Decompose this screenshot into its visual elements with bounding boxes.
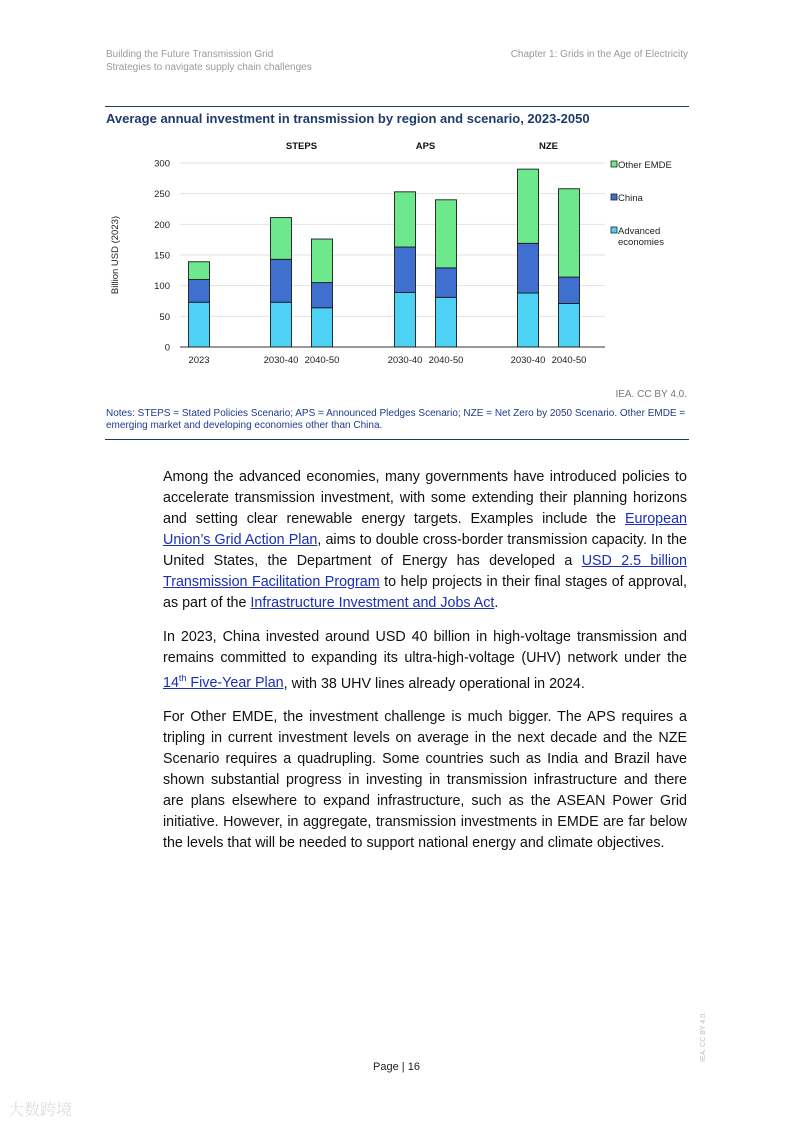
text: . (494, 595, 499, 611)
x-tick-label: 2030-40 (510, 355, 546, 366)
bar-china (395, 247, 416, 292)
x-tick-label: 2040-50 (428, 355, 464, 366)
bar-china (559, 277, 580, 303)
header-subtitle: Strategies to navigate supply chain challenges (106, 62, 312, 73)
legend-swatch (611, 194, 617, 200)
legend-swatch (611, 227, 617, 233)
y-tick-label: 0 (164, 342, 170, 354)
bar-china (189, 280, 210, 303)
figure-notes: Notes: STEPS = Stated Policies Scenario; APS = Announced Pledges Scenario; NZE = Net Zero by 2050 Scenario. Other EMDE = emerging market and developing economies other than China. (106, 408, 686, 431)
legend-label: Other EMDE (618, 160, 672, 171)
bar-advanced-economies (559, 303, 580, 347)
bar-other-emde (189, 262, 210, 280)
header-left (106, 48, 312, 74)
text: 14 (163, 675, 179, 692)
paragraph-advanced-economies (163, 467, 687, 614)
text: , with 38 UHV lines already operational in 2024. (283, 675, 585, 692)
text: Among the advanced economies, many governments have introduced policies to accelerate transmission investment, with some extending their planning horizons and setting clear renewable energy targets. Examples include the (163, 469, 687, 527)
figure-credit: IEA. CC BY 4.0. (615, 389, 687, 400)
y-axis-label: Billion USD (2023) (110, 215, 121, 295)
side-credit: IEA. CC BY 4.0. (700, 1011, 707, 1062)
text: to help projects in their final stages of approval, as part of the (163, 574, 688, 611)
text: , aims to double cross-border transmission capacity. In the United States, the Department of Energy has developed a (163, 532, 687, 569)
watermark: 大数跨境 (8, 1102, 73, 1119)
bar-china (271, 259, 292, 302)
bar-advanced-economies (271, 302, 292, 347)
group-label: STEPS (285, 141, 318, 152)
link-infrastructure-act[interactable]: Infrastructure Investment and Jobs Act (250, 595, 495, 611)
paragraph-other-emde: For Other EMDE, the investment challenge is much bigger. The APS requires a tripling in current investment levels on average in the next decade and the NZE Scenario requires a quadrupling. Some countries such as India and Brazil have shown substantial progress in investing in transmission infrastructure and there are plans elsewhere to expand infrastructure, such as the ASEAN Power Grid initiative. However, in aggregate, transmission investments in EMDE are far below the levels that will be needed to support national energy and climate objectives. (163, 708, 687, 851)
text: Five-Year Plan (186, 675, 284, 692)
text: In 2023, China invested around USD 40 billion in high-voltage transmission and remains committed to expanding its ultra-high-voltage (UHV) network under the (163, 628, 687, 666)
page-number: Page | 16 (373, 1061, 420, 1073)
bar-china (312, 283, 333, 308)
bar-advanced-economies (189, 302, 210, 347)
group-label: APS (415, 141, 436, 152)
bar-other-emde (559, 189, 580, 277)
x-tick-label: 2040-50 (304, 355, 340, 366)
link-transmission-facilitation-program[interactable]: USD 2.5 billion Transmission Facilitation Program (163, 553, 687, 590)
paragraph-china (163, 627, 687, 695)
body-text (163, 467, 687, 866)
bar-other-emde (312, 239, 333, 283)
link-five-year-plan[interactable] (163, 675, 284, 691)
legend-swatch (611, 161, 617, 167)
bar-advanced-economies (312, 308, 333, 347)
bar-other-emde (395, 192, 416, 247)
x-tick-label: 2030-40 (263, 355, 299, 366)
y-tick-label: 150 (154, 250, 170, 262)
stacked-bar-chart (100, 130, 700, 375)
bar-advanced-economies (436, 297, 457, 347)
bar-china (518, 243, 539, 293)
header-title: Building the Future Transmission Grid (106, 49, 274, 60)
y-tick-label: 50 (159, 311, 170, 323)
figure-title: Average annual investment in transmission by region and scenario, 2023-2050 (106, 111, 590, 126)
x-tick-label: 2040-50 (551, 355, 587, 366)
figure-top-rule (105, 106, 689, 107)
link-eu-grid-action-plan[interactable]: European Union’s Grid Action Plan (163, 511, 687, 548)
bar-advanced-economies (518, 293, 539, 347)
legend-label: Advanced (618, 226, 661, 237)
bar-advanced-economies (395, 292, 416, 347)
x-tick-label: 2030-40 (387, 355, 423, 366)
bar-china (436, 268, 457, 297)
group-label: NZE (539, 141, 558, 152)
bar-other-emde (518, 169, 539, 243)
y-tick-label: 100 (154, 281, 170, 293)
y-tick-label: 300 (154, 158, 170, 170)
bar-other-emde (436, 200, 457, 268)
legend-label: economies (618, 237, 664, 248)
bar-other-emde (271, 218, 292, 260)
legend-label: China (618, 193, 643, 204)
y-tick-label: 200 (154, 219, 170, 231)
y-tick-label: 250 (154, 189, 170, 201)
header-chapter: Chapter 1: Grids in the Age of Electricity (510, 49, 688, 60)
text: th (178, 673, 187, 684)
x-tick-label: 2023 (188, 355, 210, 366)
figure-bottom-rule (105, 439, 689, 440)
